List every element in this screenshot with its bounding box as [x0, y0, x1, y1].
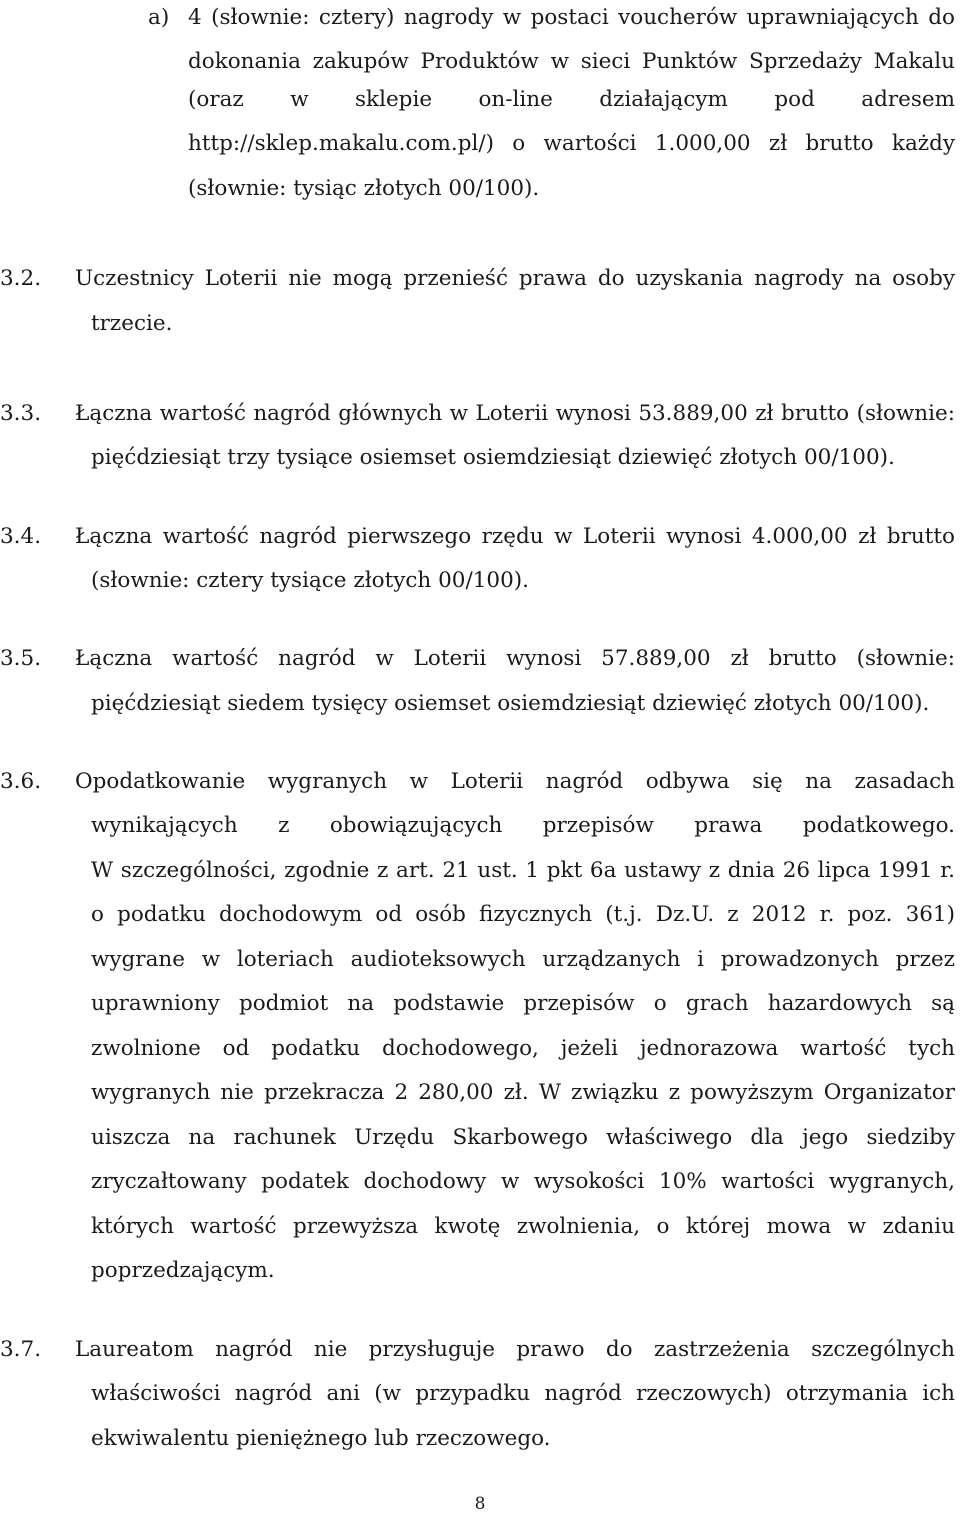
section-3-6-line-4: o podatku dochodowym od osób fizycznych (t.j. Dz.U. z 2012 r. poz. 361) [91, 902, 955, 927]
section-3-6-line-8: wygranych nie przekracza 2 280,00 zł. W związku z powyższym Organizator [91, 1080, 955, 1105]
section-3-6-line-6: uprawniony podmiot na podstawie przepisów o grach hazardowych są [91, 991, 955, 1016]
section-number-3-6: 3.6. [0, 769, 42, 794]
section-3-6-line-5: wygrane w loteriach audioteksowych urządzanych i prowadzonych przez [91, 947, 955, 972]
section-3-6-line-9: uiszcza na rachunek Urzędu Skarbowego właściwego dla jego siedziby [91, 1125, 955, 1150]
section-number-3-4: 3.4. [0, 524, 42, 549]
section-3-6-line-7: zwolnione od podatku dochodowego, jeżeli jednorazowa wartość tych [91, 1036, 955, 1061]
section-number-3-3: 3.3. [0, 401, 42, 426]
section-3-5-line-2: pięćdziesiąt siedem tysięcy osiemset osiemdziesiąt dziewięć złotych 00/100). [91, 691, 930, 716]
item-a-line-5: (słownie: tysiąc złotych 00/100). [188, 176, 540, 201]
section-3-4-line-1: Łączna wartość nagród pierwszego rzędu w Loterii wynosi 4.000,00 zł brutto [75, 524, 955, 549]
section-number-3-5: 3.5. [0, 646, 42, 671]
section-3-6-line-11: których wartość przewyższa kwotę zwolnienia, o której mowa w zdaniu [91, 1214, 955, 1239]
item-a-line-2: dokonania zakupów Produktów w sieci Punktów Sprzedaży Makalu [188, 49, 955, 74]
section-3-4-line-2: (słownie: cztery tysiące złotych 00/100). [91, 568, 529, 593]
section-3-6-line-1: Opodatkowanie wygranych w Loterii nagród odbywa się na zasadach [75, 769, 955, 794]
section-3-7-line-2: właściwości nagród ani (w przypadku nagród rzeczowych) otrzymania ich [91, 1381, 955, 1406]
section-3-6-line-10: zryczałtowany podatek dochodowy w wysokości 10% wartości wygranych, [91, 1169, 955, 1194]
item-a-line-1: 4 (słownie: cztery) nagrody w postaci voucherów uprawniających do [188, 5, 955, 30]
item-a-marker: a) [148, 5, 170, 30]
section-3-3-line-2: pięćdziesiąt trzy tysiące osiemset osiemdziesiąt dziewięć złotych 00/100). [91, 445, 895, 470]
section-3-6-line-2: wynikających z obowiązujących przepisów prawa podatkowego. [91, 813, 955, 838]
section-3-2-line-1: Uczestnicy Loterii nie mogą przenieść prawa do uzyskania nagrody na osoby [75, 266, 955, 291]
page-number: 8 [474, 1494, 486, 1514]
item-a-line-4: http://sklep.makalu.com.pl/) o wartości 1.000,00 zł brutto każdy [188, 131, 955, 156]
section-number-3-2: 3.2. [0, 266, 42, 291]
section-3-7-line-3: ekwiwalentu pieniężnego lub rzeczowego. [91, 1426, 551, 1451]
item-a-line-3: (oraz w sklepie on-line działającym pod adresem [188, 87, 955, 112]
section-3-3-line-1: Łączna wartość nagród głównych w Loterii wynosi 53.889,00 zł brutto (słownie: [75, 401, 955, 426]
section-number-3-7: 3.7. [0, 1337, 42, 1362]
section-3-6-line-3: W szczególności, zgodnie z art. 21 ust. 1 pkt 6a ustawy z dnia 26 lipca 1991 r. [91, 858, 955, 883]
section-3-2-line-2: trzecie. [91, 311, 173, 336]
section-3-7-line-1: Laureatom nagród nie przysługuje prawo do zastrzeżenia szczególnych [75, 1337, 955, 1362]
section-3-6-line-12: poprzedzającym. [91, 1258, 275, 1283]
section-3-5-line-1: Łączna wartość nagród w Loterii wynosi 57.889,00 zł brutto (słownie: [75, 646, 955, 671]
